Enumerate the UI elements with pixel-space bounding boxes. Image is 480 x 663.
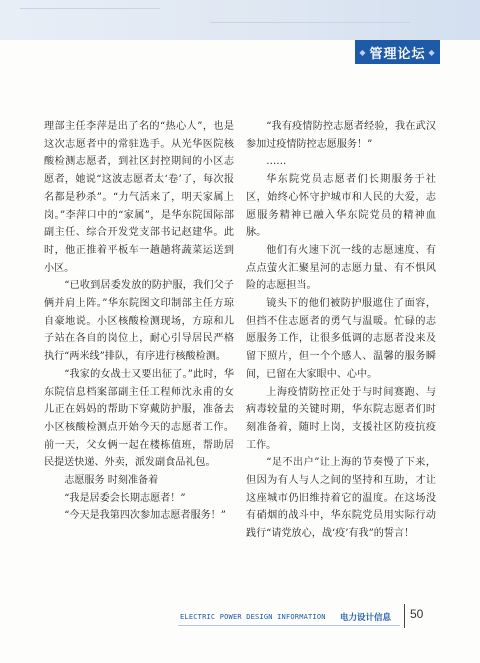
- diamond-icon: ◆: [359, 47, 367, 57]
- header-decoration: [210, 22, 410, 23]
- paragraph: “我有疫情防控志愿者经验，我在武汉参加过疫情防控志愿服务！”: [246, 121, 436, 150]
- subheading: 志愿服务 时刻准备着: [64, 475, 159, 487]
- left-column: [44, 118, 234, 525]
- paragraph: “已收到居委发放的防护服，我们父子俩并肩上阵。”华东院图文印制部主任方琼自豪地说。小区核酸检测现场，方琼和儿子站在各自的岗位上，耐心引导居民严格执行“两米线”排队，有序进行核酸检测。: [44, 280, 234, 363]
- journal-name-cn: 电力设计信息: [340, 613, 392, 623]
- paragraph: 镜头下的他们被防护服遮住了面容，但挡不住志愿者的勇气与温暖。忙碌的志愿服务工作，让很多低调的志愿者没来及留下照片，但一个个感人、温馨的服务瞬间，已留在大家眼中、心中。: [246, 298, 436, 380]
- ellipsis-line: ……: [266, 156, 287, 168]
- page-number: 50: [410, 607, 424, 621]
- section-tab: [355, 40, 440, 64]
- paragraph: 华东院党员志愿者们长期服务于社区，始终心怀守护城市和人民的大爱，志愿服务精神已融入华东院党员的精神血脉。: [246, 174, 436, 239]
- right-column: [246, 118, 436, 543]
- paragraph: “我家的女战士又要出征了。”此时，华东院信息档案部副主任工程师沈永甫的女儿正在妈妈的帮助下穿戴防护服，准备去小区核酸检测点开始今天的志愿者工作。前一天，父女俩一起在楼栋值班，帮助居民提送快递、外卖，派发副食品礼包。: [44, 368, 234, 469]
- paragraph: 上海疫情防控正处于与时间赛跑、与病毒较量的关键时期，华东院志愿者们时刻准备着，随时上岗，支援社区防疫抗疫工作。: [246, 386, 436, 451]
- header-band: [0, 0, 480, 40]
- footer-divider: [404, 604, 405, 628]
- diamond-icon: ◆: [428, 47, 436, 57]
- paragraph: 他们有火速下沉一线的志愿速度、有点点萤火汇聚星河的志愿力量、有不惧风险的志愿担当。: [246, 244, 436, 292]
- paragraph: 理部主任李萍是出了名的“热心人”，也是这次志愿者中的常驻选手。从光华医院核酸检测志愿者，到社区封控期间的小区志愿者，她说“这波志愿者太‘卷’了，每次报名都是秒杀”。“力气活来了，明天家属上岗。”李萍口中的“家属”，是华东院国际部副主任、综合开发党支部书记赵建华。此时，他正推着平板车一趟趟将蔬菜运送到小区。: [44, 121, 234, 274]
- paragraph: “今天是我第四次参加志愿者服务！”: [64, 510, 226, 522]
- section-title: 管理论坛: [369, 46, 426, 62]
- header-decoration: [20, 8, 160, 9]
- journal-name-en: ELECTRIC POWER DESIGN INFORMATION: [180, 613, 326, 621]
- paragraph: “我是居委会长期志愿者！”: [64, 492, 186, 504]
- paragraph: “足不出户”让上海的节奏慢了下来，但因为有人与人之间的坚持和互助，才让这座城市仍旧维持着它的温度。在这场没有硝烟的战斗中，华东院党员用实际行动践行“请党放心，战‘疫’有我”的誓言！: [246, 457, 436, 540]
- footer-rule: [178, 625, 400, 626]
